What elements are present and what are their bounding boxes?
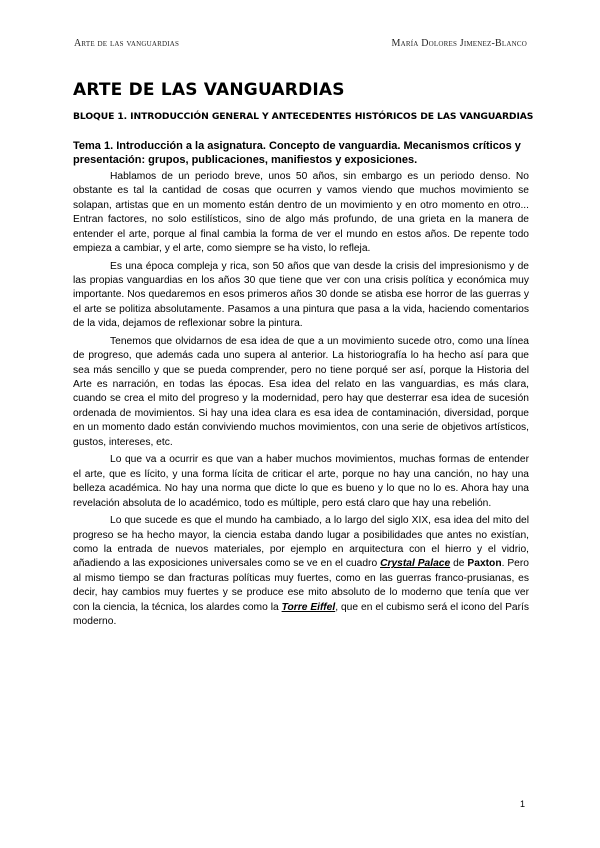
document-title: ARTE DE LAS VANGUARDIAS xyxy=(73,80,345,100)
paragraph-5 xyxy=(73,514,529,629)
paragraph-3: Tenemos que olvidarnos de esa idea de que a un movimiento sucede otro, como una línea de progreso, que además cada uno supera al anterior. La historiografía lo ha hecho así para que sea más sencillo y que se pueda comprender, pero no tiene porqué ser así, porque la Historia del Arte es narración, en todas las épocas. Esa idea del relato en las vanguardias, es más clara, cuando se crea el mito del progreso y la modernidad, pero hay que desterrar esa idea de sucesión ordenada de movimientos. Si hay una idea clara es esa idea de contaminación, diversidad, porque en un momento dado están conviviendo muchos movimientos, con una serie de objetivos artísticos, gustos, intereses, etc. xyxy=(73,335,529,448)
topic-heading: Tema 1. Introducción a la asignatura. Concepto de vanguardia. Mecanismos críticos y presentación: grupos, publicaciones, manifiestos y exposiciones. xyxy=(73,140,521,166)
paragraph-1: Hablamos de un periodo breve, unos 50 años, sin embargo es un periodo denso. No obstante es tal la cantidad de cosas que ocurren y vamos viendo que muchos movimiento se solapan, artistas que en un momento están dentro de un movimiento y en otro momento en otro... Entran factores, no solo estilísticos, sino de algo más profundo, de una grieta en la manera de entender el arte, porque al final cambia la forma de ver el mundo en estos años. De repente todo empieza a cambiar, y el arte, como siempre se ha visto, lo refleja. xyxy=(73,171,529,255)
block-heading: BLOQUE 1. INTRODUCCIÓN GENERAL Y ANTECEDENTES HISTÓRICOS DE LAS VANGUARDIAS xyxy=(73,111,534,122)
running-header-course: Arte de las vanguardias xyxy=(74,38,180,49)
paragraph-5-part-a: Lo que sucede es que el mundo ha cambiado, a lo largo del siglo XIX, esa idea del mito del progreso se ha hecho mayor, la ciencia estaba dando lugar a posibilidades que antes no existían, como la entrada de nuevos materiales, por ejemplo en arquitectura con el hierro y el vidrio, añadiendo a las exposiciones universales como se ve en el cuadro xyxy=(73,515,529,570)
artist-reference-paxton: Paxton xyxy=(467,558,502,570)
artwork-reference-crystal-palace: Crystal Palace xyxy=(380,558,451,570)
paragraph-5-part-c: , que en el cubismo será el icono del París moderno. xyxy=(73,601,530,627)
artwork-reference-torre-eiffel: Torre Eiffel xyxy=(281,601,336,613)
body-text xyxy=(73,170,529,633)
paragraph-2: Es una época compleja y rica, son 50 años que van desde la crisis del impresionismo y de las propias vanguardias en los años 30 que tiene que ver con una crisis política y económica muy importante. Nos quedaremos en esos primeros años 30 donde se atisba ese horror de las guerras y el arte se politiza absolutamente. Pasamos a una pintura que pasa a la vida, haciendo comentarios de la vida, dejamos de reflexionar sobre la pintura. xyxy=(73,260,529,330)
paragraph-5-connector: de xyxy=(450,558,468,570)
paragraph-5-part-b: . Pero al mismo tiempo se dan fracturas políticas muy fuertes, como en las guerras franco-prusianas, es decir, hay cambios muy fuertes y se produce ese mito absoluto de lo moderno que tenía que ver con la ciencia, la técnica, los alardes como la xyxy=(73,558,529,613)
paragraph-4: Lo que va a ocurrir es que van a haber muchos movimientos, muchas formas de entender el arte, que es lícito, y una forma lícita de criticar el arte, porque no hay una canción, no hay una belleza académica. No hay una norma que dicte lo que es bueno y lo que no lo es. Ahora hay una revelación absoluta de lo académico, todo es múltiple, pero está claro que hay una rebelión. xyxy=(73,454,529,509)
page-number: 1 xyxy=(519,799,525,809)
running-header-author: María Dolores Jimenez-Blanco xyxy=(391,38,527,49)
